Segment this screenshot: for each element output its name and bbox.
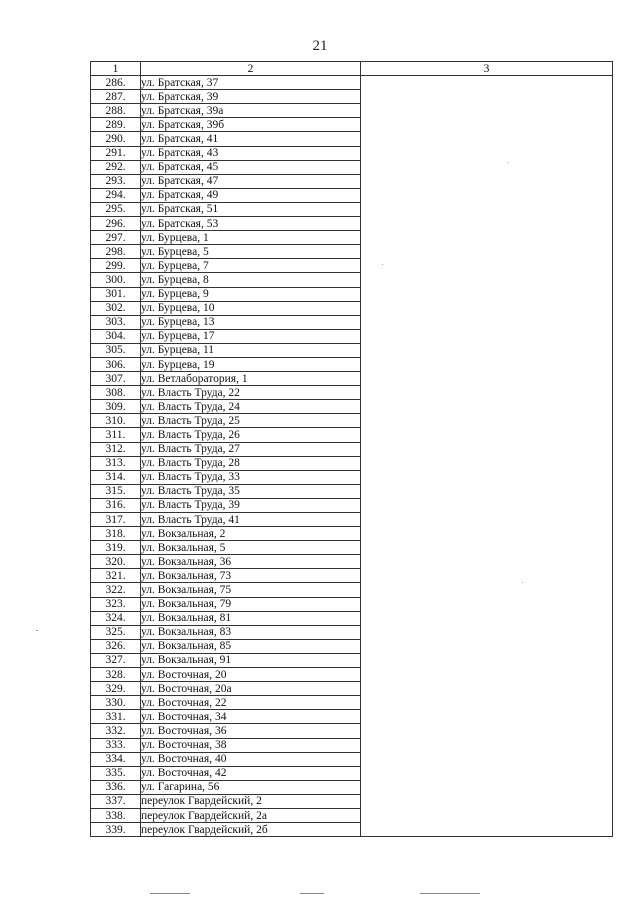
row-number: 312. [91,442,141,456]
row-address: ул. Вокзальная, 79 [141,597,361,611]
row-address: ул. Бурцева, 19 [141,357,361,371]
row-number: 318. [91,527,141,541]
row-number: 296. [91,217,141,231]
address-table [90,61,613,837]
row-number: 299. [91,259,141,273]
table-row [91,76,613,90]
row-address: ул. Власть Труда, 26 [141,428,361,442]
row-address: ул. Бурцева, 11 [141,343,361,357]
scan-mark [300,893,324,894]
row-number: 301. [91,287,141,301]
scan-speck [36,630,38,631]
row-number: 327. [91,653,141,667]
row-address: ул. Власть Труда, 28 [141,456,361,470]
row-address: ул. Вокзальная, 36 [141,555,361,569]
row-number: 322. [91,583,141,597]
row-number: 330. [91,696,141,710]
row-address: ул. Восточная, 34 [141,710,361,724]
row-address: ул. Братская, 51 [141,202,361,216]
row-address: переулок Гвардейский, 2а [141,808,361,822]
row-address: ул. Власть Труда, 27 [141,442,361,456]
row-number: 289. [91,118,141,132]
row-address: переулок Гвардейский, 2 [141,794,361,808]
row-address: ул. Бурцева, 17 [141,329,361,343]
row-address: ул. Вокзальная, 83 [141,625,361,639]
row-number: 335. [91,766,141,780]
row-address: ул. Вокзальная, 81 [141,611,361,625]
row-address: ул. Вокзальная, 5 [141,541,361,555]
row-address: ул. Гагарина, 56 [141,780,361,794]
row-number: 323. [91,597,141,611]
row-address: ул. Восточная, 40 [141,752,361,766]
column-header-number: 1 [91,62,141,76]
row-number: 295. [91,202,141,216]
row-address: ул. Бурцева, 8 [141,273,361,287]
row-address: ул. Власть Труда, 39 [141,498,361,512]
row-number: 308. [91,386,141,400]
row-number: 319. [91,541,141,555]
row-address: ул. Братская, 47 [141,174,361,188]
row-address: ул. Братская, 49 [141,188,361,202]
row-address: ул. Вокзальная, 73 [141,569,361,583]
row-address: переулок Гвардейский, 2б [141,823,361,837]
row-number: 307. [91,372,141,386]
page-number: 21 [312,38,328,54]
row-address: ул. Вокзальная, 2 [141,527,361,541]
scan-mark [420,893,480,894]
row-number: 300. [91,273,141,287]
row-number: 290. [91,132,141,146]
row-address: ул. Братская, 43 [141,146,361,160]
column-header-address: 2 [141,62,361,76]
row-address: ул. Вокзальная, 75 [141,583,361,597]
row-number: 317. [91,513,141,527]
row-address: ул. Бурцева, 9 [141,287,361,301]
row-number: 309. [91,400,141,414]
row-number: 328. [91,668,141,682]
row-address: ул. Бурцева, 10 [141,301,361,315]
row-number: 313. [91,456,141,470]
row-number: 287. [91,90,141,104]
row-address: ул. Братская, 37 [141,76,361,90]
row-address: ул. Бурцева, 1 [141,231,361,245]
table-body [91,76,613,837]
row-number: 316. [91,498,141,512]
row-address: ул. Братская, 53 [141,217,361,231]
row-number: 325. [91,625,141,639]
row-address: ул. Восточная, 22 [141,696,361,710]
row-number: 302. [91,301,141,315]
row-address: ул. Власть Труда, 35 [141,484,361,498]
row-address: ул. Вокзальная, 85 [141,639,361,653]
row-number: 292. [91,160,141,174]
row-number: 338. [91,808,141,822]
row-number: 288. [91,104,141,118]
row-address: ул. Восточная, 20 [141,668,361,682]
row-number: 337. [91,794,141,808]
row-number: 304. [91,329,141,343]
row-number: 334. [91,752,141,766]
row-address: ул. Братская, 39а [141,104,361,118]
row-address: ул. Братская, 39 [141,90,361,104]
notes-cell [361,76,613,837]
table-header-row [91,62,613,76]
row-number: 339. [91,823,141,837]
row-address: ул. Власть Труда, 25 [141,414,361,428]
row-number: 315. [91,484,141,498]
row-address: ул. Братская, 45 [141,160,361,174]
row-address: ул. Братская, 41 [141,132,361,146]
row-number: 333. [91,738,141,752]
row-number: 314. [91,470,141,484]
row-number: 311. [91,428,141,442]
row-number: 336. [91,780,141,794]
row-number: 332. [91,724,141,738]
row-address: ул. Власть Труда, 24 [141,400,361,414]
row-address: ул. Бурцева, 5 [141,245,361,259]
row-number: 303. [91,315,141,329]
row-number: 286. [91,76,141,90]
row-address: ул. Восточная, 36 [141,724,361,738]
scan-mark [150,893,190,894]
row-number: 331. [91,710,141,724]
row-number: 293. [91,174,141,188]
row-address: ул. Власть Труда, 33 [141,470,361,484]
row-number: 294. [91,188,141,202]
row-number: 329. [91,682,141,696]
row-address: ул. Восточная, 20а [141,682,361,696]
row-address: ул. Восточная, 38 [141,738,361,752]
row-address: ул. Власть Труда, 41 [141,513,361,527]
row-number: 297. [91,231,141,245]
column-header-notes: 3 [361,62,613,76]
row-number: 324. [91,611,141,625]
row-number: 298. [91,245,141,259]
row-number: 291. [91,146,141,160]
row-number: 310. [91,414,141,428]
row-address: ул. Братская, 39б [141,118,361,132]
row-number: 320. [91,555,141,569]
row-address: ул. Восточная, 42 [141,766,361,780]
row-address: ул. Ветлаборатория, 1 [141,372,361,386]
row-address: ул. Вокзальная, 91 [141,653,361,667]
row-number: 326. [91,639,141,653]
row-address: ул. Бурцева, 13 [141,315,361,329]
row-number: 321. [91,569,141,583]
row-address: ул. Власть Труда, 22 [141,386,361,400]
row-address: ул. Бурцева, 7 [141,259,361,273]
row-number: 306. [91,357,141,371]
row-number: 305. [91,343,141,357]
